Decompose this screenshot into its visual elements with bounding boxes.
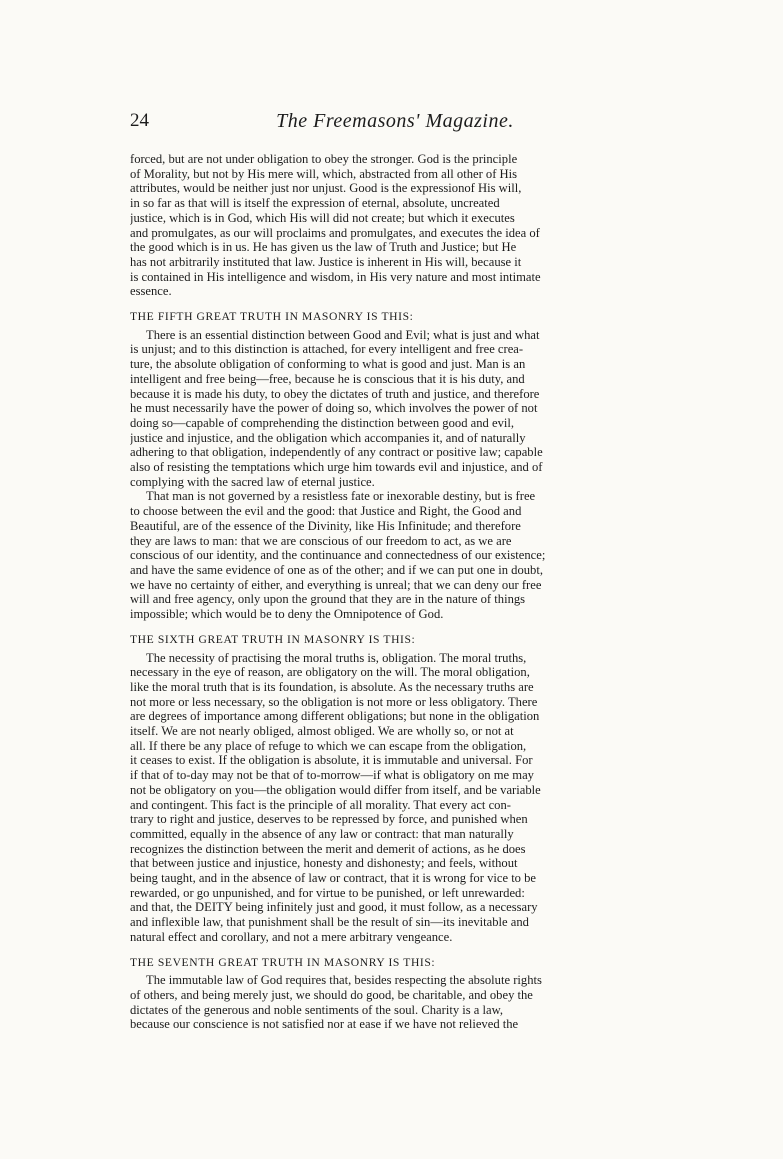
text-line: adhering to that obligation, independently of any contract or positive law; capable [130, 445, 543, 460]
text-line: he must necessarily have the power of doing so, which involves the power of not [130, 401, 538, 416]
running-title: The Freemasons' Magazine. [276, 110, 514, 132]
text-line: intelligent and free being—free, because he is conscious that it is his duty, and [130, 371, 525, 386]
text-line: not be obligatory on you—the obligation would differ from itself, and be variable [130, 782, 541, 797]
text-line: are degrees of importance among different obligations; but none in the obligation [130, 709, 540, 724]
paragraph [130, 328, 660, 490]
page-number: 24 [130, 110, 149, 131]
text-line: and have the same evidence of one as of the other; and if we can put one in doubt, [130, 562, 543, 577]
text-line: is unjust; and to this distinction is attached, for every intelligent and free crea- [130, 342, 524, 357]
text-line: that between justice and injustice, honesty and dishonesty; and feels, without [130, 856, 518, 871]
text-line: and inflexible law, that punishment shall be the result of sin—its inevitable and [130, 915, 529, 930]
text-line: forced, but are not under obligation to obey the stronger. God is the principle [130, 152, 518, 166]
text-line: also of resisting the temptations which urge him towards evil and injustice, and of [130, 460, 543, 475]
text-line: ture, the absolute obligation of conforming to what is good and just. Man is an [130, 357, 526, 372]
page-header [130, 110, 660, 140]
text-line: There is an essential distinction between Good and Evil; what is just and what [146, 327, 540, 342]
text-line: we have no certainty of either, and everything is unreal; that we can deny our free [130, 577, 542, 592]
text-line: Beautiful, are of the essence of the Divinity, like His Infinitude; and therefore [130, 518, 521, 533]
paragraph [130, 973, 660, 1032]
text-line: natural effect and corollary, and not a mere arbitrary vengeance. [130, 929, 453, 944]
text-line: and contingent. This fact is the principle of all morality. That every act con- [130, 797, 511, 812]
text-line: justice and injustice, and the obligation which accompanies it, and of naturally [130, 430, 526, 445]
text-line: they are laws to man: that we are conscious of our freedom to act, as we are [130, 533, 512, 548]
text-line: not more or less necessary, so the obligation is not more or less obligatory. There [130, 694, 538, 709]
text-line: committed, equally in the absence of any law or contract: that man naturally [130, 826, 514, 841]
text-line: necessary in the eye of reason, are obligatory on the will. The moral obligation, [130, 665, 530, 680]
text-line: to choose between the evil and the good: that Justice and Right, the Good and [130, 504, 522, 519]
text-line: and that, the DEITY being infinitely just and good, it must follow, as a necessary [130, 900, 538, 915]
text-line: all. If there be any place of refuge to which we can escape from the obligation, [130, 738, 527, 753]
article-body [130, 152, 660, 1032]
text-line: complying with the sacred law of eternal justice. [130, 474, 375, 489]
text-line: That man is not governed by a resistless fate or inexorable destiny, but is free [146, 489, 536, 504]
text-line: doing so—capable of comprehending the distinction between good and evil, [130, 415, 515, 430]
text-line: conscious of our identity, and the continuance and connectedness of our existence; [130, 548, 546, 563]
text-line: it ceases to exist. If the obligation is absolute, it is immutable and universal. For [130, 753, 533, 768]
text-line: essence. [130, 284, 172, 299]
text-line: The immutable law of God requires that, besides respecting the absolute rights [146, 973, 542, 988]
text-line: because it is made his duty, to obey the dictates of truth and justice, and therefore [130, 386, 540, 401]
text-line: is contained in His intelligence and wisdom, in His very nature and most intimate [130, 269, 541, 284]
text-line: justice, which is in God, which His will did not create; but which it executes [130, 210, 515, 225]
text-line: like the moral truth that is its foundation, is absolute. As the necessary truths are [130, 679, 534, 694]
text-line: dictates of the generous and noble sentiments of the soul. Charity is a law, [130, 1002, 504, 1017]
text-line: because our conscience is not satisfied nor at ease if we have not relieved the [130, 1017, 519, 1032]
text-line: will and free agency, only upon the ground that they are in the nature of things [130, 592, 526, 607]
section-heading: THE SIXTH GREAT TRUTH IN MASONRY IS THIS: [130, 632, 416, 646]
paragraph [130, 651, 660, 945]
text-line: if that of to-day may not be that of to-morrow—if what is obligatory on me may [130, 768, 534, 783]
text-line: in so far as that will is itself the expression of eternal, absolute, uncreated [130, 196, 500, 211]
text-line: impossible; which would be to deny the Omnipotence of God. [130, 607, 444, 622]
text-line: being taught, and in the absence of law or contract, that it is wrong for vice to be [130, 871, 537, 886]
text-line: recognizes the distinction between the merit and demerit of actions, as he does [130, 841, 526, 856]
paragraph [130, 489, 660, 621]
text-line: has not arbitrarily instituted that law. Justice is inherent in His will, because it [130, 254, 522, 269]
section-heading: THE FIFTH GREAT TRUTH IN MASONRY IS THIS: [130, 310, 414, 324]
text-line: trary to right and justice, deserves to be repressed by force, and punished when [130, 812, 528, 827]
text-line: and promulgates, as our will proclaims and promulgates, and executes the idea of [130, 225, 540, 240]
text-line: rewarded, or go unpunished, and for virtue to be punished, or left unrewarded: [130, 885, 525, 900]
text-line: the good which is in us. He has given us the law of Truth and Justice; but He [130, 240, 517, 255]
text-line: itself. We are not nearly obliged, almost obliged. We are wholly so, or not at [130, 724, 514, 739]
text-line: attributes, would be neither just nor unjust. Good is the expressionof His will, [130, 181, 522, 196]
section-heading: THE SEVENTH GREAT TRUTH IN MASONRY IS THIS: [130, 955, 436, 969]
text-line: The necessity of practising the moral truths is, obligation. The moral truths, [146, 650, 527, 665]
paragraph [130, 152, 660, 299]
text-line: of others, and being merely just, we should do good, be charitable, and obey the [130, 987, 533, 1002]
text-line: of Morality, but not by His mere will, which, abstracted from all other of His [130, 166, 518, 181]
